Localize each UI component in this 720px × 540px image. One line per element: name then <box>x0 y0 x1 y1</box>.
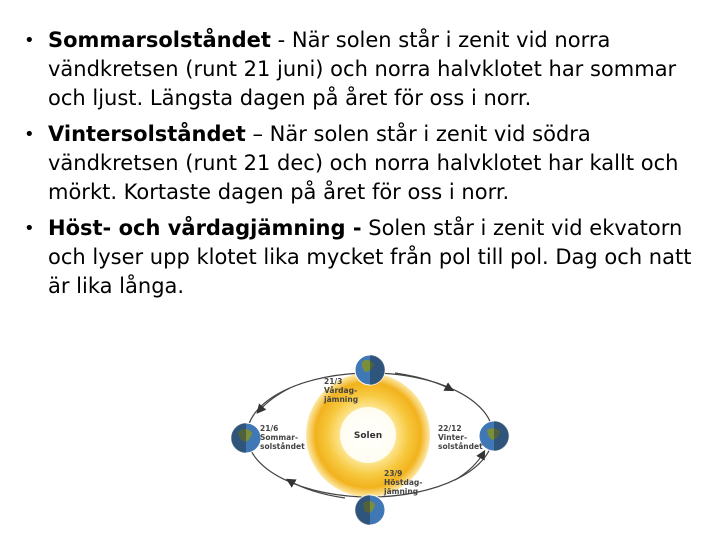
svg-text:Höstdag-: Höstdag- <box>384 478 423 487</box>
bullet-list <box>22 26 712 308</box>
text-equinox: Solen står i zenit vid ekvatorn och lyser upp klotet lika mycket från pol till pol. Dag och natt är lika långa. <box>48 216 692 298</box>
orbit-arrow-left <box>258 388 290 412</box>
svg-text:jämning: jämning <box>384 487 419 496</box>
svg-text:solståndet: solståndet <box>260 442 305 451</box>
svg-text:jämning: jämning <box>324 395 359 404</box>
text-winter-solstice: – När solen står i zenit vid södra vändkretsen (runt 21 dec) och norra halvklotet har kallt och mörkt. Kortaste dagen på året för oss i norr. <box>48 122 679 204</box>
bullet-dot: • <box>24 124 35 145</box>
svg-text:21/3: 21/3 <box>324 377 343 386</box>
svg-text:22/12: 22/12 <box>438 424 462 433</box>
bullet-summer-solstice <box>22 26 712 113</box>
svg-text:21/6: 21/6 <box>260 424 279 433</box>
sun-label: Solen <box>353 431 383 441</box>
term-summer-solstice: Sommarsolståndet <box>48 28 271 52</box>
svg-text:23/9: 23/9 <box>384 469 403 478</box>
earth-winter <box>479 421 509 451</box>
earth-orbit-diagram <box>0 340 720 540</box>
bullet-dot: • <box>24 30 35 51</box>
orbit-arrow-right <box>455 452 484 480</box>
earth-spring <box>355 355 385 385</box>
bullet-dot: • <box>24 218 35 239</box>
svg-text:Vårdag-: Vårdag- <box>324 386 358 395</box>
svg-text:Vinter-: Vinter- <box>438 433 468 442</box>
label-winter <box>438 424 483 451</box>
bullet-winter-solstice <box>22 120 712 207</box>
term-equinox: Höst- och vårdagjämning - <box>48 216 362 240</box>
bullet-equinox <box>22 214 712 301</box>
text-summer-solstice: - När solen står i zenit vid norra vändkretsen (runt 21 juni) och norra halvklotet har sommar och ljust. Längsta dagen på året för oss i norr. <box>48 28 677 110</box>
earth-summer <box>231 423 261 453</box>
earth-autumn <box>355 495 385 525</box>
svg-text:Sommar-: Sommar- <box>260 433 299 442</box>
svg-text:solståndet: solståndet <box>438 442 483 451</box>
term-winter-solstice: Vintersolståndet <box>48 122 246 146</box>
label-summer <box>260 424 305 451</box>
